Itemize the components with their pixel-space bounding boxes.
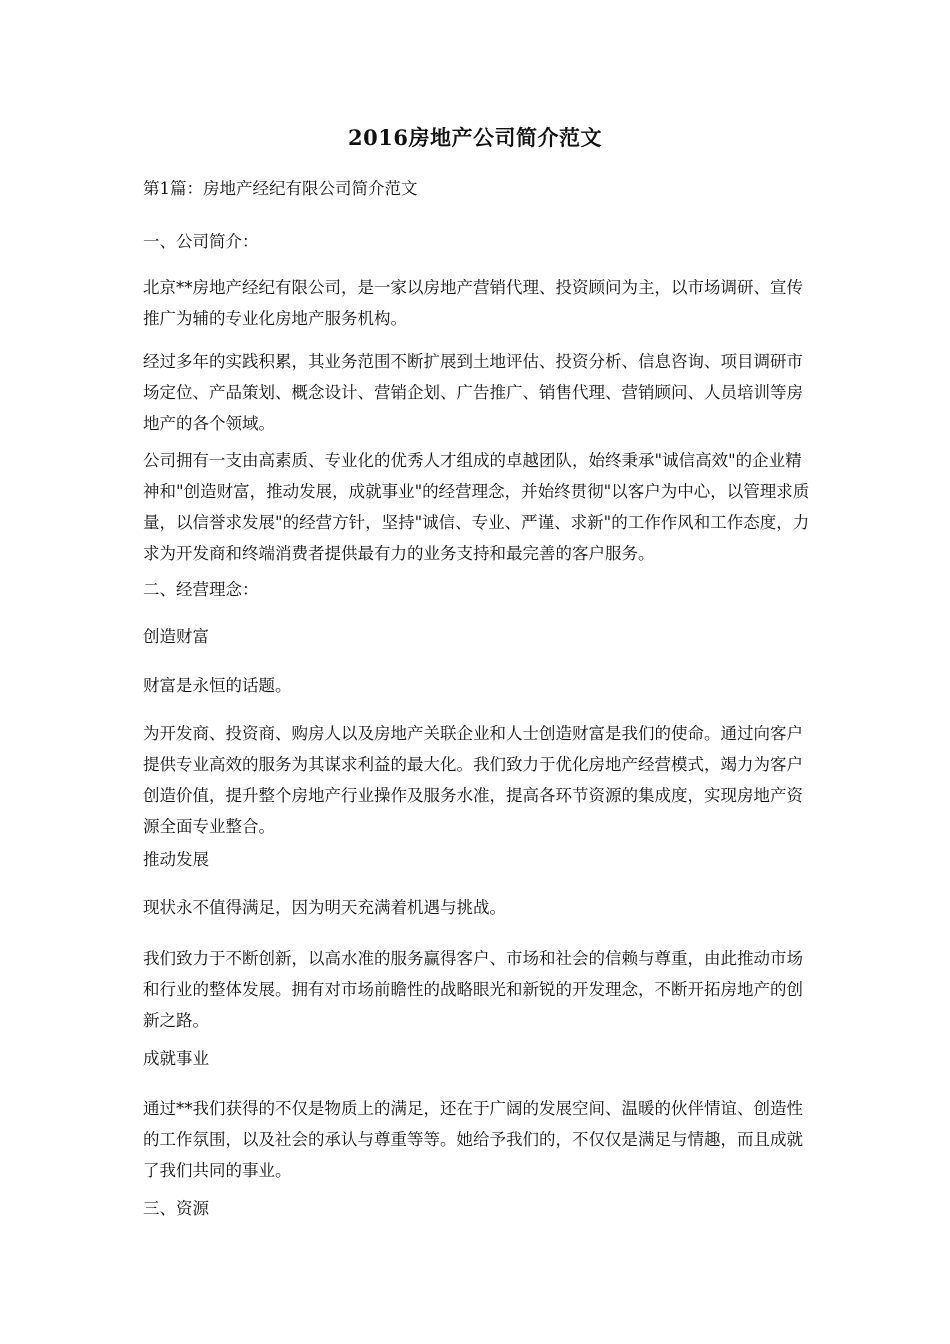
paragraph-development-intro: 现状永不值得满足，因为明天充满着机遇与挑战。 xyxy=(143,898,506,917)
paragraph-career-detail: 通过**我们获得的不仅是物质上的满足，还在于广阔的发展空间、温暖的伙伴情谊、创造性的工作氛围，以及社会的承认与尊重等等。她给予我们的，不仅仅是满足与情趣，而且成就了我们共同的事业。 xyxy=(143,1099,803,1180)
section-heading-business-philosophy: 二、经营理念： xyxy=(143,580,259,599)
paragraph-company-overview: 北京**房地产经纪有限公司，是一家以房地产营销代理、投资顾问为主，以市场调研、宣传推广为辅的专业化房地产服务机构。 xyxy=(143,278,803,328)
subheading-promote-development: 推动发展 xyxy=(143,850,209,869)
paragraph-team-values: 公司拥有一支由高素质、专业化的优秀人才组成的卓越团队，始终秉承"诚信高效"的企业精神和"创造财富，推动发展，成就事业"的经营理念，并始终贯彻"以客户为中心，以管理求质量，以信誉求发展"的经营方针，坚持"诚信、专业、严谨、求新"的工作作风和工作态度，力求为开发商和终端消费者提供最有力的业务支持和最完善的客户服务。 xyxy=(143,451,810,563)
section-heading-resources: 三、资源 xyxy=(143,1199,209,1218)
paragraph-development-detail: 我们致力于不断创新，以高水准的服务赢得客户、市场和社会的信赖与尊重，由此推动市场和行业的整体发展。拥有对市场前瞻性的战略眼光和新锐的开发理念，不断开拓房地产的创新之路。 xyxy=(143,949,803,1030)
subheading-create-wealth: 创造财富 xyxy=(143,627,209,646)
article-heading: 第1篇：房地产经纪有限公司简介范文 xyxy=(143,179,418,198)
paragraph-business-scope: 经过多年的实践积累，其业务范围不断扩展到土地评估、投资分析、信息咨询、项目调研市场定位、产品策划、概念设计、营销企划、广告推广、销售代理、营销顾问、人员培训等房地产的各个领域。 xyxy=(143,352,803,433)
paragraph-wealth-topic: 财富是永恒的话题。 xyxy=(143,676,292,695)
section-heading-company-intro: 一、公司简介： xyxy=(143,232,259,251)
paragraph-wealth-mission: 为开发商、投资商、购房人以及房地产关联企业和人士创造财富是我们的使命。通过向客户提供专业高效的服务为其谋求利益的最大化。我们致力于优化房地产经营模式，竭力为客户创造价值，提升整个房地产行业操作及服务水准，提高各环节资源的集成度，实现房地产资源全面专业整合。 xyxy=(143,724,803,836)
document-title: 2016房地产公司简介范文 xyxy=(348,125,602,150)
subheading-achieve-career: 成就事业 xyxy=(143,1049,209,1068)
